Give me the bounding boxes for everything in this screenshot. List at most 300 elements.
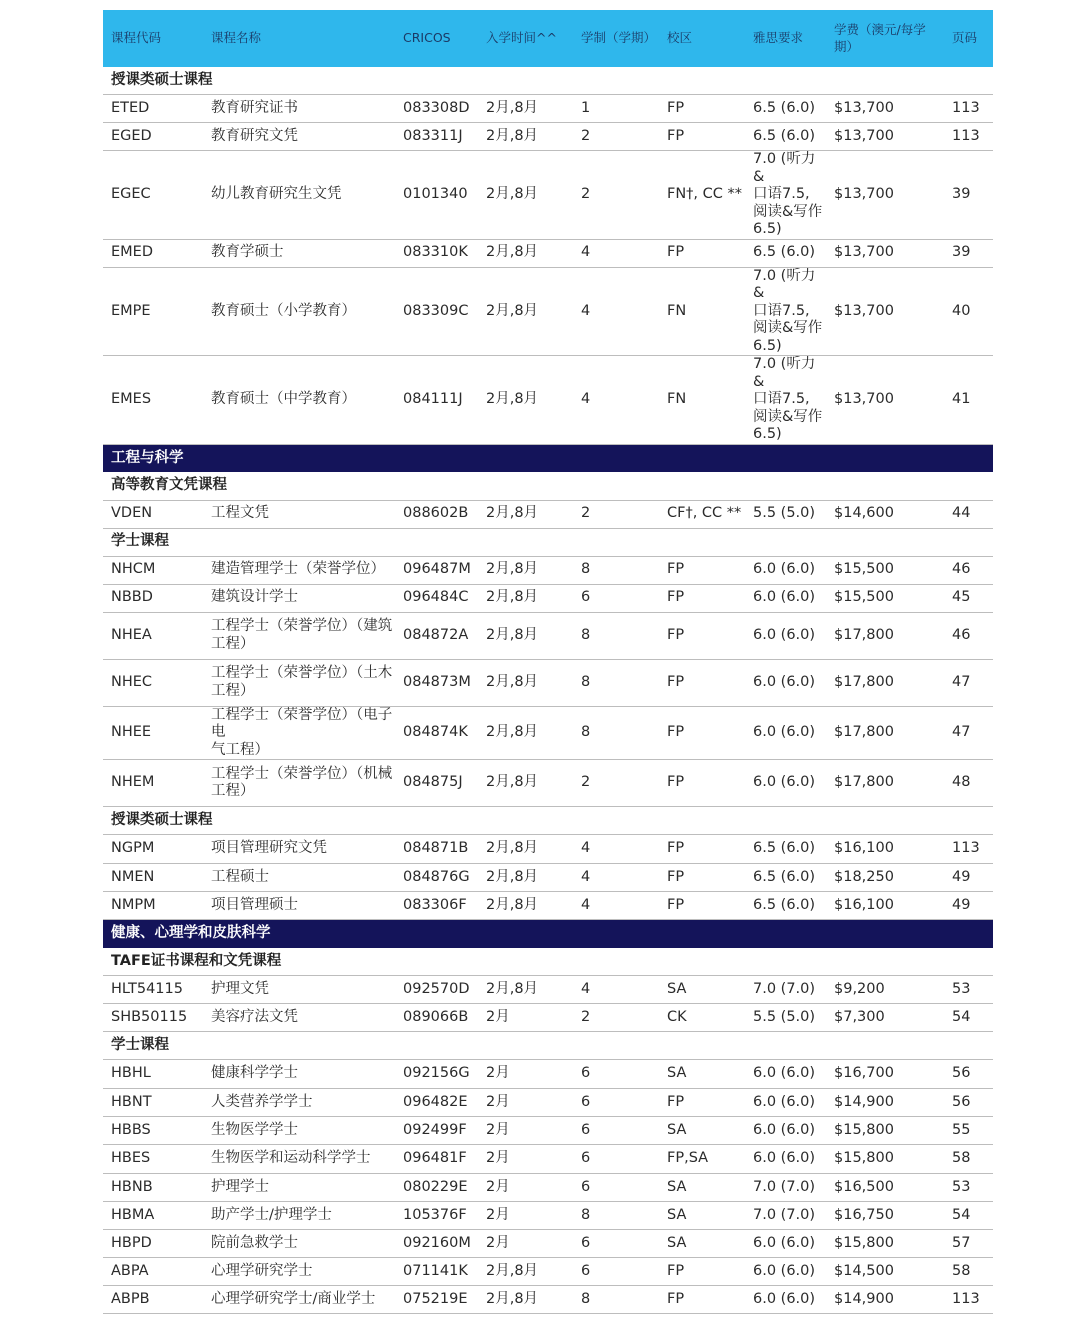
table-row [103,835,993,864]
course-name: 建造管理学士（荣誉学位） [203,556,395,584]
table-row [103,500,993,528]
course-code: HBBS [103,1117,203,1145]
table-row [103,1089,993,1117]
header-course-code: 课程代码 [103,10,203,67]
table-header [103,10,993,67]
course-code: VDEN [103,500,203,528]
course-name: 院前急救学士 [203,1230,395,1258]
cricos-code: 088602B [395,500,478,528]
cricos-code: 105376F [395,1202,478,1230]
campus: FN†, CC ** [659,151,745,240]
campus: FP [659,1089,745,1117]
duration: 8 [573,556,659,584]
ielts: 6.5 (6.0) [745,239,826,267]
tuition: $15,800 [826,1145,944,1174]
tuition: $13,700 [826,95,944,123]
ielts: 6.0 (6.0) [745,706,826,760]
intake: 2月,8月 [478,239,573,267]
course-code: HBMA [103,1202,203,1230]
campus: FP [659,612,745,659]
tuition: $13,700 [826,267,944,356]
subsection-header-row [103,528,993,556]
ielts: 6.5 (6.0) [745,95,826,123]
page-number: 41 [944,356,993,445]
ielts: 7.0 (听力& 口语7.5, 阅读&写作 6.5) [745,151,826,240]
intake: 2月,8月 [478,584,573,612]
page-number: 40 [944,267,993,356]
intake: 2月 [478,1230,573,1258]
cricos-code: 084873M [395,659,478,706]
course-code: NHEA [103,612,203,659]
course-name: 工程学士（荣誉学位）（电子电 气工程） [203,706,395,760]
course-name: 心理学研究学士/商业学士 [203,1286,395,1314]
campus: FP [659,835,745,864]
duration: 2 [573,760,659,807]
campus: FP,SA [659,1145,745,1174]
course-name: 工程文凭 [203,500,395,528]
tuition: $16,500 [826,1174,944,1202]
tuition: $16,100 [826,892,944,920]
cricos-code: 083311J [395,123,478,151]
course-name: 教育研究文凭 [203,123,395,151]
ielts: 7.0 (7.0) [745,1174,826,1202]
campus: SA [659,976,745,1004]
duration: 6 [573,1145,659,1174]
subsection-header-row [103,1032,993,1060]
ielts: 6.0 (6.0) [745,1230,826,1258]
ielts: 6.0 (6.0) [745,760,826,807]
ielts: 7.0 (7.0) [745,1202,826,1230]
duration: 4 [573,892,659,920]
tuition: $17,800 [826,659,944,706]
cricos-code: 089066B [395,1004,478,1032]
page-number: 47 [944,659,993,706]
intake: 2月,8月 [478,1286,573,1314]
subsection-title: 学士课程 [103,1032,993,1060]
course-name: 教育硕士（中学教育） [203,356,395,445]
page-number: 113 [944,1286,993,1314]
table-row [103,706,993,760]
duration: 4 [573,356,659,445]
page-number: 54 [944,1202,993,1230]
ielts: 6.0 (6.0) [745,1145,826,1174]
course-name: 项目管理研究文凭 [203,835,395,864]
course-name: 幼儿教育研究生文凭 [203,151,395,240]
course-code: EGEC [103,151,203,240]
course-code: NGPM [103,835,203,864]
course-code: NMEN [103,864,203,892]
campus: FN [659,356,745,445]
course-code: EGED [103,123,203,151]
course-code: HBES [103,1145,203,1174]
ielts: 7.0 (7.0) [745,976,826,1004]
page-number: 49 [944,864,993,892]
ielts: 6.0 (6.0) [745,659,826,706]
intake: 2月,8月 [478,659,573,706]
ielts: 5.5 (5.0) [745,1004,826,1032]
intake: 2月,8月 [478,976,573,1004]
table-row [103,864,993,892]
intake: 2月,8月 [478,706,573,760]
duration: 6 [573,1117,659,1145]
campus: FP [659,1258,745,1286]
campus: FN [659,267,745,356]
table-row [103,267,993,356]
course-name: 心理学研究学士 [203,1258,395,1286]
cricos-code: 084871B [395,835,478,864]
course-name: 工程硕士 [203,864,395,892]
duration: 6 [573,1089,659,1117]
cricos-code: 084874K [395,706,478,760]
table-row [103,892,993,920]
subsection-title: 授课类硕士课程 [103,67,993,95]
course-code: ABPB [103,1286,203,1314]
course-code: NMPM [103,892,203,920]
table-row [103,356,993,445]
course-code: HLT54115 [103,976,203,1004]
course-code: NHEE [103,706,203,760]
tuition: $13,700 [826,123,944,151]
cricos-code: 084111J [395,356,478,445]
cricos-code: 080229E [395,1174,478,1202]
ielts: 6.0 (6.0) [745,556,826,584]
subsection-title: 高等教育文凭课程 [103,472,993,500]
course-name: 教育硕士（小学教育） [203,267,395,356]
header-campus: 校区 [659,10,745,67]
page-number: 53 [944,976,993,1004]
subsection-header-row [103,807,993,835]
page-number: 113 [944,95,993,123]
table-row [103,976,993,1004]
tuition: $14,500 [826,1258,944,1286]
cricos-code: 084876G [395,864,478,892]
table-row [103,556,993,584]
page-number: 46 [944,612,993,659]
table-row [103,1004,993,1032]
intake: 2月,8月 [478,1258,573,1286]
duration: 8 [573,706,659,760]
duration: 8 [573,1202,659,1230]
campus: SA [659,1117,745,1145]
table-row [103,1060,993,1089]
course-code: HBNT [103,1089,203,1117]
intake: 2月,8月 [478,267,573,356]
cricos-code: 084875J [395,760,478,807]
section-header-row [103,444,993,472]
page-number: 113 [944,835,993,864]
section-title: 健康、心理学和皮肤科学 [103,920,993,948]
course-code: NHEC [103,659,203,706]
table-row [103,760,993,807]
campus: FP [659,659,745,706]
intake: 2月,8月 [478,892,573,920]
cricos-code: 0101340 [395,151,478,240]
intake: 2月 [478,1004,573,1032]
duration: 6 [573,1258,659,1286]
ielts: 6.0 (6.0) [745,1286,826,1314]
intake: 2月 [478,1060,573,1089]
tuition: $15,500 [826,584,944,612]
tuition: $15,500 [826,556,944,584]
cricos-code: 096481F [395,1145,478,1174]
tuition: $14,600 [826,500,944,528]
duration: 2 [573,500,659,528]
duration: 6 [573,1174,659,1202]
duration: 2 [573,151,659,240]
tuition: $17,800 [826,612,944,659]
tuition: $17,800 [826,706,944,760]
duration: 4 [573,267,659,356]
subsection-header-row [103,948,993,976]
ielts: 6.0 (6.0) [745,1117,826,1145]
table-row [103,659,993,706]
header-tuition: 学费（澳元/每学期） [826,10,944,67]
duration: 1 [573,95,659,123]
cricos-code: 083309C [395,267,478,356]
campus: CK [659,1004,745,1032]
page-number: 39 [944,239,993,267]
intake: 2月,8月 [478,612,573,659]
course-name: 人类营养学学士 [203,1089,395,1117]
campus: SA [659,1230,745,1258]
intake: 2月,8月 [478,123,573,151]
table-row [103,1202,993,1230]
tuition: $14,900 [826,1089,944,1117]
page-number: 113 [944,123,993,151]
duration: 4 [573,239,659,267]
course-name: 教育学硕士 [203,239,395,267]
tuition: $17,800 [826,760,944,807]
intake: 2月,8月 [478,556,573,584]
course-code: NHEM [103,760,203,807]
header-course-name: 课程名称 [203,10,395,67]
duration: 8 [573,659,659,706]
cricos-code: 083306F [395,892,478,920]
duration: 4 [573,976,659,1004]
course-code: EMPE [103,267,203,356]
campus: FP [659,556,745,584]
tuition: $14,900 [826,1286,944,1314]
campus: FP [659,892,745,920]
cricos-code: 071141K [395,1258,478,1286]
page-number: 45 [944,584,993,612]
course-code: ABPA [103,1258,203,1286]
course-name: 生物医学和运动科学学士 [203,1145,395,1174]
tuition: $15,800 [826,1230,944,1258]
intake: 2月 [478,1145,573,1174]
page-number: 56 [944,1060,993,1089]
campus: FP [659,1286,745,1314]
course-code: NBBD [103,584,203,612]
table-row [103,239,993,267]
course-name: 生物医学学士 [203,1117,395,1145]
course-table [103,10,993,1314]
table-row [103,123,993,151]
course-code: NHCM [103,556,203,584]
campus: FP [659,864,745,892]
course-table-sheet [103,10,993,1314]
ielts: 6.5 (6.0) [745,123,826,151]
page-number: 48 [944,760,993,807]
intake: 2月,8月 [478,500,573,528]
cricos-code: 092156G [395,1060,478,1089]
course-name: 助产学士/护理学士 [203,1202,395,1230]
intake: 2月,8月 [478,95,573,123]
tuition: $18,250 [826,864,944,892]
course-name: 护理文凭 [203,976,395,1004]
subsection-title: 学士课程 [103,528,993,556]
course-name: 护理学士 [203,1174,395,1202]
section-header-row [103,920,993,948]
subsection-title: 授课类硕士课程 [103,807,993,835]
cricos-code: 083308D [395,95,478,123]
cricos-code: 083310K [395,239,478,267]
header-row [103,10,993,67]
intake: 2月 [478,1117,573,1145]
page-number: 53 [944,1174,993,1202]
tuition: $13,700 [826,356,944,445]
course-name: 工程学士（荣誉学位）（土木 工程） [203,659,395,706]
tuition: $15,800 [826,1117,944,1145]
page-number: 55 [944,1117,993,1145]
intake: 2月,8月 [478,760,573,807]
duration: 8 [573,1286,659,1314]
header-ielts: 雅思要求 [745,10,826,67]
table-row [103,1230,993,1258]
duration: 2 [573,1004,659,1032]
header-duration: 学制（学期） [573,10,659,67]
course-name: 教育研究证书 [203,95,395,123]
table-row [103,584,993,612]
intake: 2月 [478,1089,573,1117]
duration: 6 [573,1060,659,1089]
cricos-code: 092160M [395,1230,478,1258]
campus: FP [659,239,745,267]
ielts: 6.0 (6.0) [745,1060,826,1089]
table-row [103,151,993,240]
tuition: $16,700 [826,1060,944,1089]
duration: 8 [573,612,659,659]
table-row [103,95,993,123]
tuition: $16,100 [826,835,944,864]
course-code: HBHL [103,1060,203,1089]
intake: 2月 [478,1174,573,1202]
tuition: $13,700 [826,239,944,267]
campus: SA [659,1174,745,1202]
ielts: 6.0 (6.0) [745,1089,826,1117]
page-number: 54 [944,1004,993,1032]
duration: 6 [573,584,659,612]
course-name: 建筑设计学士 [203,584,395,612]
ielts: 6.5 (6.0) [745,892,826,920]
duration: 4 [573,835,659,864]
campus: FP [659,584,745,612]
subsection-header-row [103,67,993,95]
intake: 2月 [478,1202,573,1230]
intake: 2月,8月 [478,864,573,892]
ielts: 6.5 (6.0) [745,864,826,892]
ielts: 7.0 (听力& 口语7.5, 阅读&写作 6.5) [745,356,826,445]
course-code: ETED [103,95,203,123]
intake: 2月,8月 [478,835,573,864]
page-number: 58 [944,1145,993,1174]
table-row [103,1145,993,1174]
table-row [103,1174,993,1202]
campus: FP [659,123,745,151]
tuition: $16,750 [826,1202,944,1230]
campus: FP [659,760,745,807]
ielts: 5.5 (5.0) [745,500,826,528]
tuition: $9,200 [826,976,944,1004]
ielts: 6.0 (6.0) [745,612,826,659]
table-row [103,1117,993,1145]
course-name: 美容疗法文凭 [203,1004,395,1032]
cricos-code: 096482E [395,1089,478,1117]
table-row [103,1286,993,1314]
cricos-code: 084872A [395,612,478,659]
duration: 4 [573,864,659,892]
course-code: HBNB [103,1174,203,1202]
cricos-code: 075219E [395,1286,478,1314]
tuition: $7,300 [826,1004,944,1032]
campus: SA [659,1060,745,1089]
table-row [103,1258,993,1286]
course-name: 工程学士（荣誉学位）（机械 工程） [203,760,395,807]
cricos-code: 096484C [395,584,478,612]
ielts: 6.0 (6.0) [745,1258,826,1286]
cricos-code: 092499F [395,1117,478,1145]
header-intake: 入学时间^^ [478,10,573,67]
course-name: 项目管理硕士 [203,892,395,920]
header-page: 页码 [944,10,993,67]
subsection-title: TAFE证书课程和文凭课程 [103,948,993,976]
course-name: 工程学士（荣誉学位）（建筑 工程） [203,612,395,659]
section-title: 工程与科学 [103,444,993,472]
page-number: 44 [944,500,993,528]
campus: CF†, CC ** [659,500,745,528]
course-code: EMED [103,239,203,267]
tuition: $13,700 [826,151,944,240]
table-row [103,612,993,659]
cricos-code: 092570D [395,976,478,1004]
cricos-code: 096487M [395,556,478,584]
course-code: EMES [103,356,203,445]
subsection-header-row [103,472,993,500]
campus: SA [659,1202,745,1230]
intake: 2月,8月 [478,151,573,240]
course-code: HBPD [103,1230,203,1258]
intake: 2月,8月 [478,356,573,445]
duration: 6 [573,1230,659,1258]
page-number: 39 [944,151,993,240]
table-body [103,67,993,1314]
campus: FP [659,706,745,760]
page-number: 46 [944,556,993,584]
header-cricos: CRICOS [395,10,478,67]
ielts: 6.5 (6.0) [745,835,826,864]
ielts: 7.0 (听力& 口语7.5, 阅读&写作 6.5) [745,267,826,356]
course-code: SHB50115 [103,1004,203,1032]
page-number: 49 [944,892,993,920]
page-number: 58 [944,1258,993,1286]
duration: 2 [573,123,659,151]
campus: FP [659,95,745,123]
ielts: 6.0 (6.0) [745,584,826,612]
page-number: 57 [944,1230,993,1258]
page-number: 56 [944,1089,993,1117]
page-number: 47 [944,706,993,760]
course-name: 健康科学学士 [203,1060,395,1089]
